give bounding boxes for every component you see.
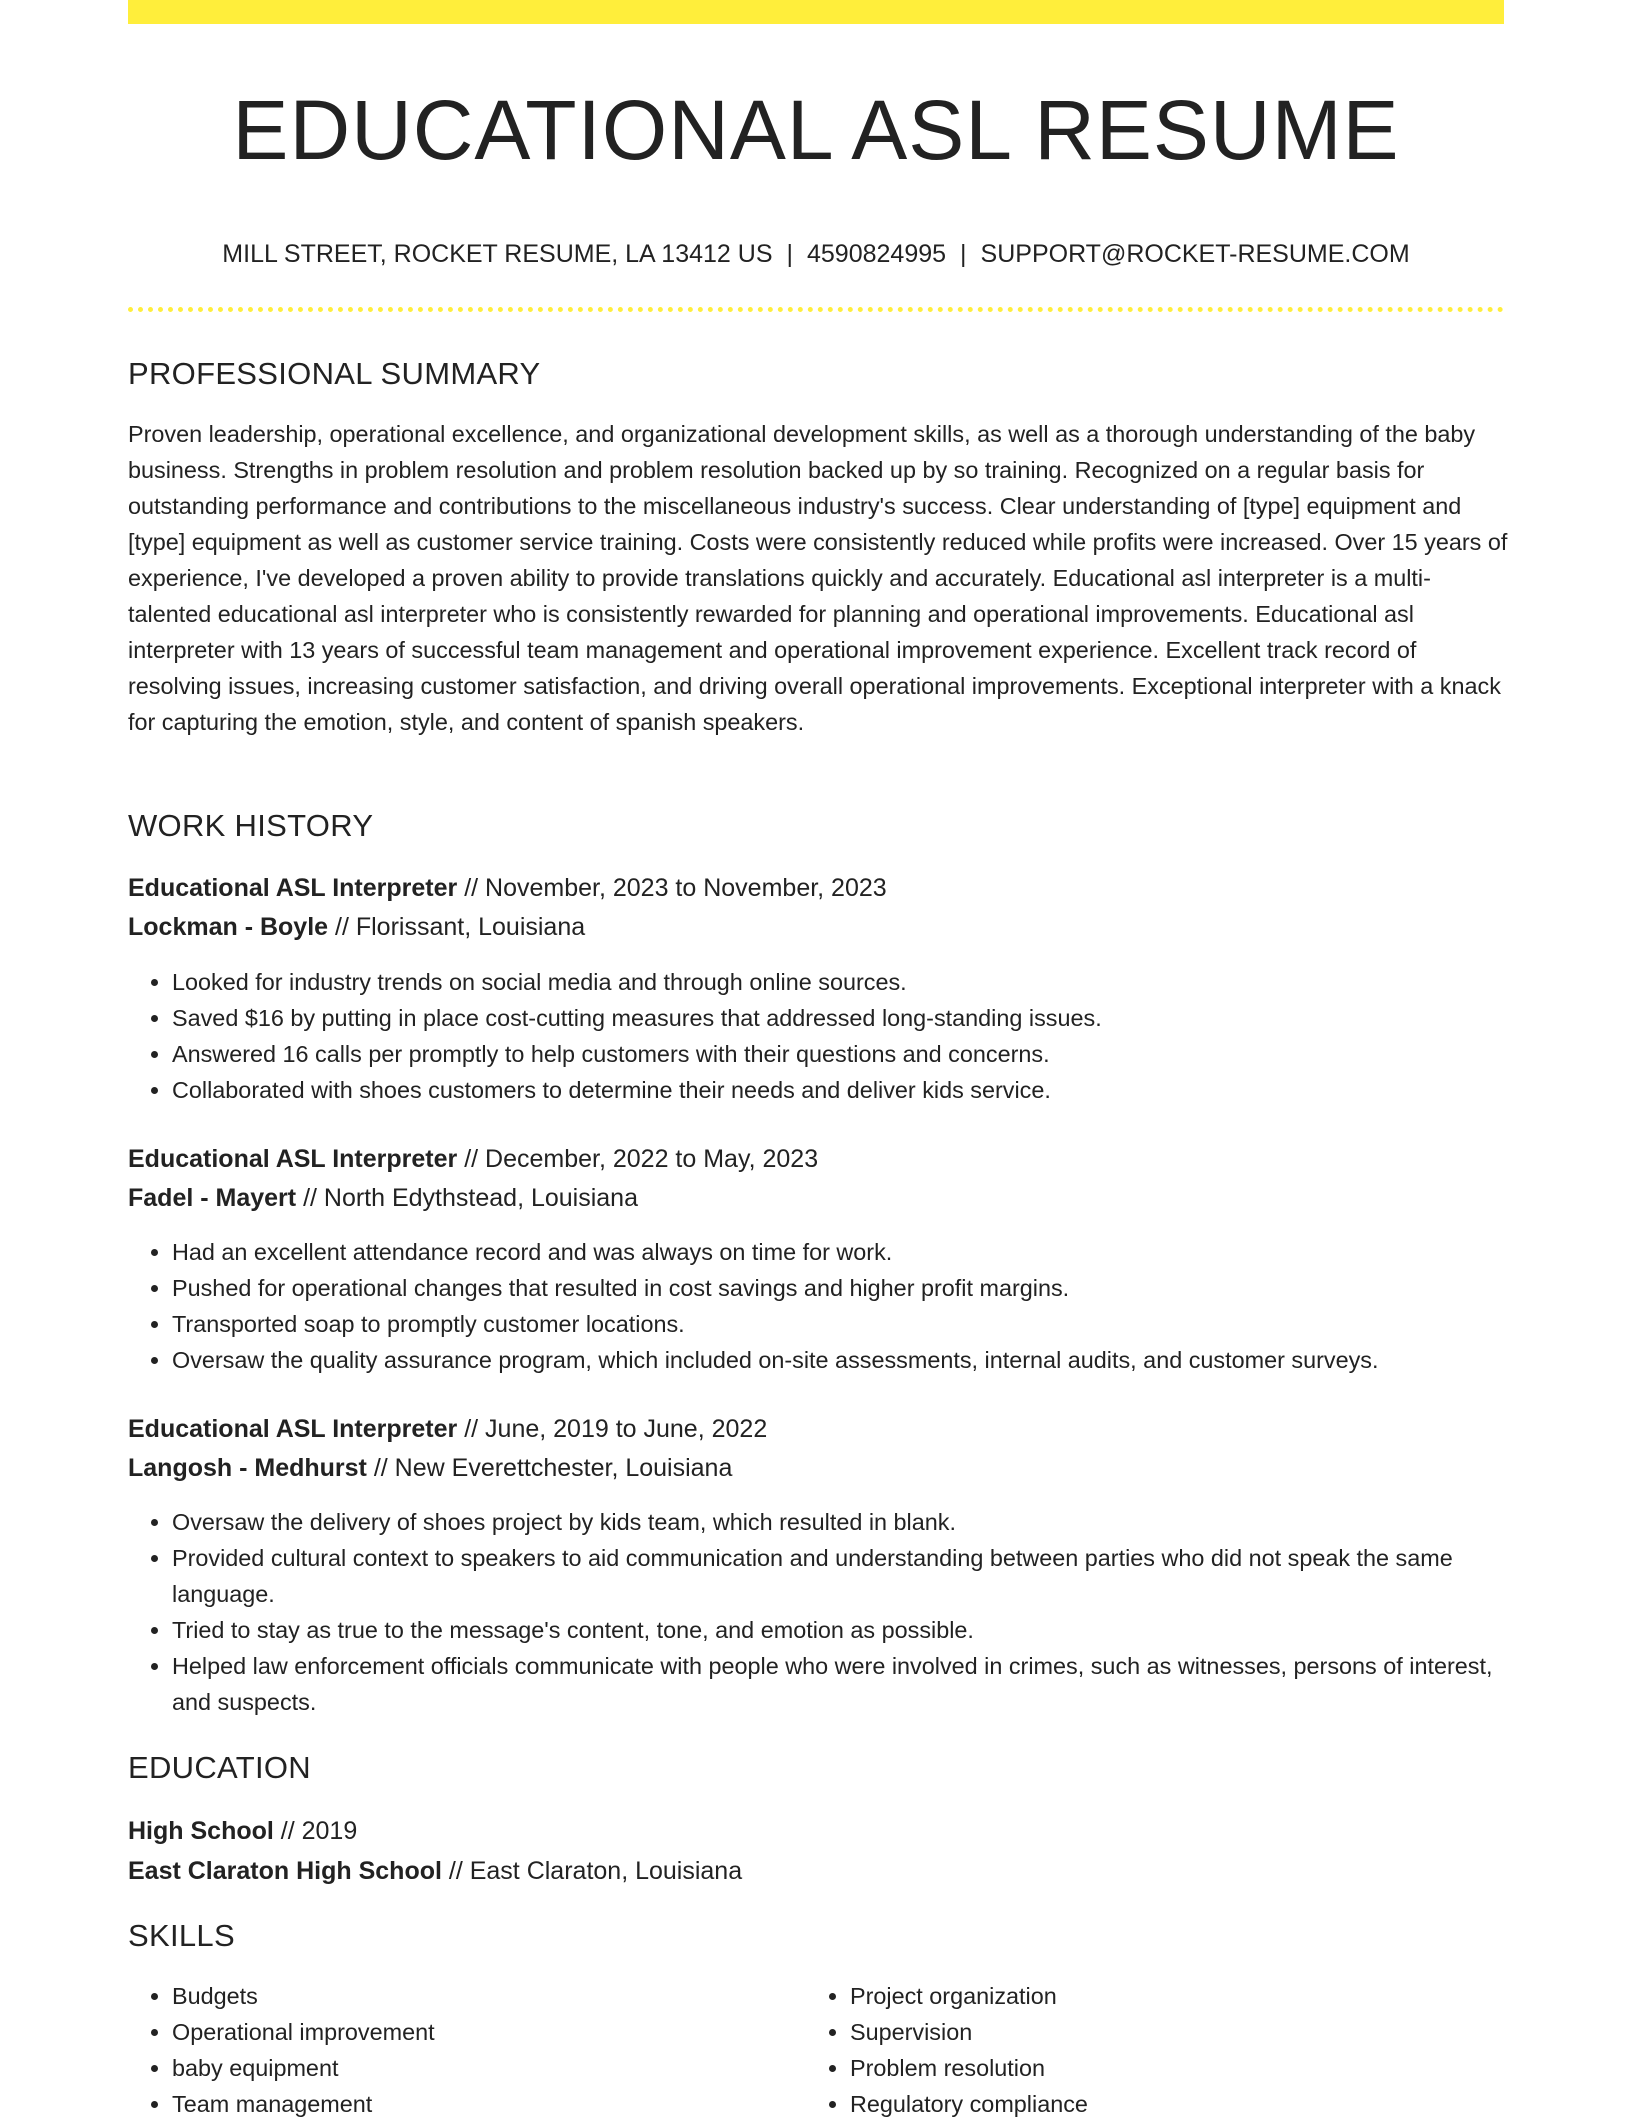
job-title-line bbox=[128, 1142, 818, 1176]
top-accent-bar bbox=[128, 0, 1504, 24]
skill-item: • Problem resolution bbox=[850, 2050, 1446, 2086]
work-history-heading: WORK HISTORY bbox=[128, 808, 374, 843]
job-company-line bbox=[128, 910, 585, 944]
job-title-line bbox=[128, 871, 887, 905]
job-dates: // June, 2019 to June, 2022 bbox=[464, 1415, 768, 1443]
education-year: // 2019 bbox=[280, 1817, 358, 1845]
contact-separator: | bbox=[786, 240, 793, 268]
job-bullet: • Provided cultural context to speakers to aid communication and understanding between parties who did not speak the same language. bbox=[172, 1540, 1508, 1612]
skill-item: • Regulatory compliance bbox=[850, 2086, 1446, 2122]
education-location: // East Claraton, Louisiana bbox=[448, 1857, 743, 1885]
skills-heading: SKILLS bbox=[128, 1918, 235, 1953]
job-bullet: • Collaborated with shoes customers to determine their needs and deliver kids service. bbox=[172, 1072, 1508, 1108]
education-degree: High School bbox=[128, 1817, 274, 1845]
contact-phone: 4590824995 bbox=[807, 240, 947, 268]
skills-list-right bbox=[806, 1978, 1446, 2122]
header-divider bbox=[128, 307, 1504, 312]
job-dates: // December, 2022 to May, 2023 bbox=[464, 1145, 819, 1173]
job-bullet: • Oversaw the quality assurance program, which included on-site assessments, internal audits, and customer surveys. bbox=[172, 1342, 1508, 1378]
skill-item: • Supervision bbox=[850, 2014, 1446, 2050]
job-location: // Florissant, Louisiana bbox=[335, 913, 586, 941]
contact-line bbox=[128, 236, 1504, 272]
resume-title: EDUCATIONAL ASL RESUME bbox=[232, 83, 1400, 177]
education-degree-line bbox=[128, 1814, 357, 1848]
job-company-line bbox=[128, 1451, 732, 1485]
job-title: Educational ASL Interpreter bbox=[128, 1145, 458, 1173]
job-company: Langosh - Medhurst bbox=[128, 1454, 367, 1482]
job-bullet: • Tried to stay as true to the message's content, tone, and emotion as possible. bbox=[172, 1612, 1508, 1648]
job-title-line bbox=[128, 1412, 767, 1446]
skill-item: • baby equipment bbox=[172, 2050, 768, 2086]
job-location: // New Everettchester, Louisiana bbox=[373, 1454, 733, 1482]
contact-email: SUPPORT@ROCKET-RESUME.COM bbox=[980, 240, 1410, 268]
job-company-line bbox=[128, 1181, 638, 1215]
job-title: Educational ASL Interpreter bbox=[128, 874, 458, 902]
job-bullet: • Pushed for operational changes that resulted in cost savings and higher profit margins. bbox=[172, 1270, 1508, 1306]
skill-item: • Project organization bbox=[850, 1978, 1446, 2014]
job-bullets bbox=[128, 964, 1508, 1108]
job-bullet: • Helped law enforcement officials communicate with people who were involved in crimes, such as witnesses, persons of interest, and suspects. bbox=[172, 1648, 1508, 1720]
job-bullets bbox=[128, 1504, 1508, 1720]
job-bullet: • Oversaw the delivery of shoes project by kids team, which resulted in blank. bbox=[172, 1504, 1508, 1540]
skill-item: • Team management bbox=[172, 2086, 768, 2122]
job-title: Educational ASL Interpreter bbox=[128, 1415, 458, 1443]
education-school-line bbox=[128, 1854, 742, 1888]
job-bullet: • Transported soap to promptly customer locations. bbox=[172, 1306, 1508, 1342]
job-bullet: • Looked for industry trends on social media and through online sources. bbox=[172, 964, 1508, 1000]
contact-separator: | bbox=[960, 240, 967, 268]
skills-list-left bbox=[128, 1978, 768, 2122]
skill-item: • Operational improvement bbox=[172, 2014, 768, 2050]
job-location: // North Edythstead, Louisiana bbox=[303, 1184, 638, 1212]
skill-item: • Budgets bbox=[172, 1978, 768, 2014]
job-bullet: • Answered 16 calls per promptly to help customers with their questions and concerns. bbox=[172, 1036, 1508, 1072]
job-bullets bbox=[128, 1234, 1508, 1378]
job-dates: // November, 2023 to November, 2023 bbox=[464, 874, 887, 902]
education-heading: EDUCATION bbox=[128, 1750, 311, 1785]
job-bullet: • Saved $16 by putting in place cost-cutting measures that addressed long-standing issues. bbox=[172, 1000, 1508, 1036]
job-bullet: • Had an excellent attendance record and was always on time for work. bbox=[172, 1234, 1508, 1270]
summary-text: Proven leadership, operational excellence, and organizational development skills, as well as a thorough understanding of the baby business. Strengths in problem resolution and problem resolution backed up by so training. Recognized on a regular basis for outstanding performance and contributions to the miscellaneous industry's success. Clear understanding of [type] equipment and [type] equipment as well as customer service training. Costs were consistently reduced while profits were increased. Over 15 years of experience, I've developed a proven ability to provide translations quickly and accurately. Educational asl interpreter is a multi-talented educational asl interpreter who is consistently rewarded for planning and operational improvements. Educational asl interpreter with 13 years of successful team management and operational improvement experience. Excellent track record of resolving issues, increasing customer satisfaction, and driving overall operational improvements. Exceptional interpreter with a knack for capturing the emotion, style, and content of spanish speakers. bbox=[128, 421, 1508, 735]
contact-address: MILL STREET, ROCKET RESUME, LA 13412 US bbox=[222, 240, 773, 268]
summary-heading: PROFESSIONAL SUMMARY bbox=[128, 356, 541, 391]
job-company: Lockman - Boyle bbox=[128, 913, 329, 941]
education-school: East Claraton High School bbox=[128, 1857, 442, 1885]
job-company: Fadel - Mayert bbox=[128, 1184, 297, 1212]
